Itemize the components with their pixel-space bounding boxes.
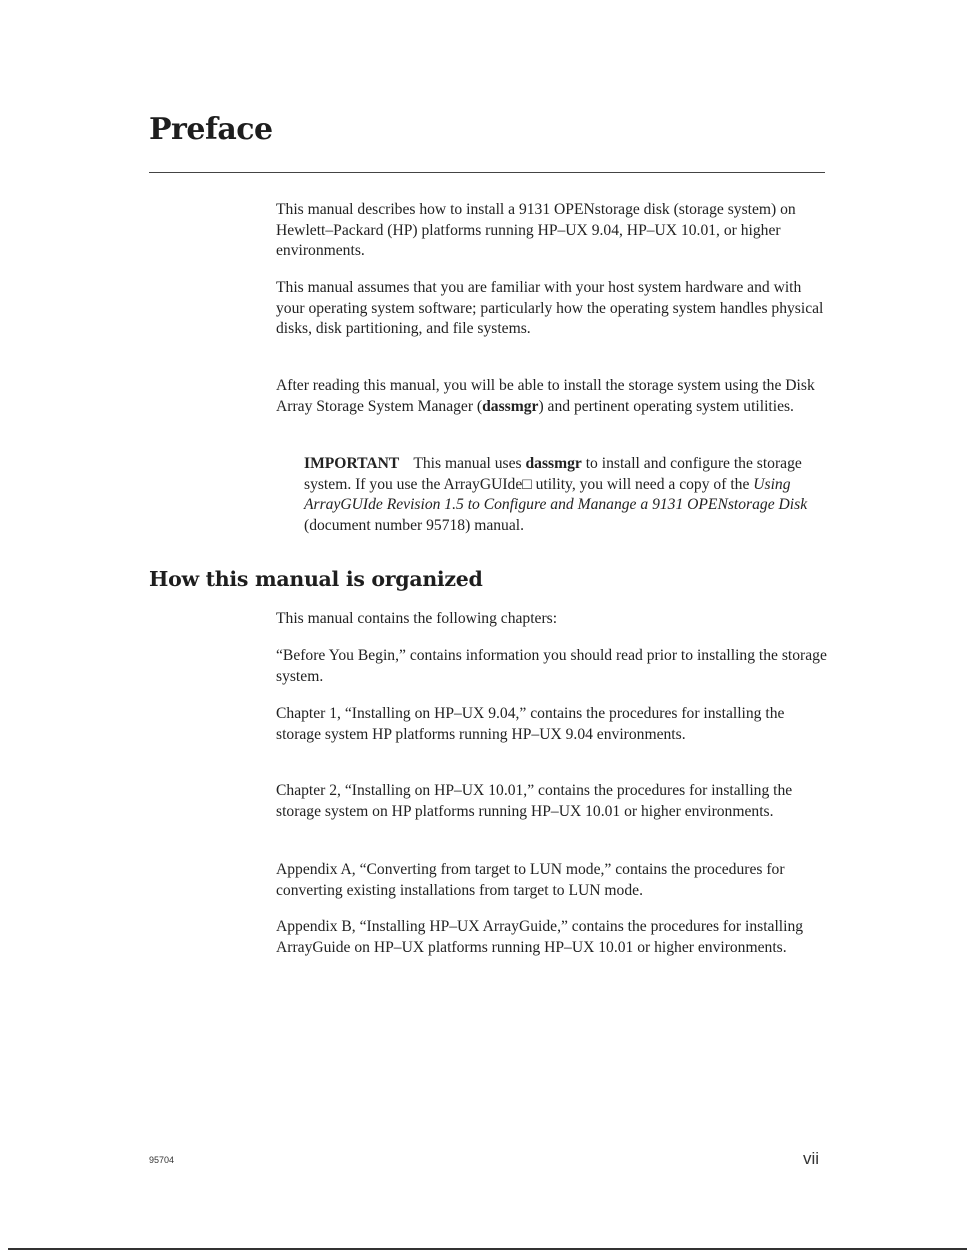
paragraph-text: “Before You Begin,” contains information you should read prior to installing the storage system. [276,647,827,685]
bottom-divider [8,1248,967,1250]
chapter-description [276,781,828,822]
paragraph-text: Chapter 2, “Installing on HP–UX 10.01,” contains the procedures for installing the storage system on HP platforms running HP–UX 10.01 or higher environments. [276,782,793,820]
paragraph-text: Chapter 1, “Installing on HP–UX 9.04,” contains the procedures for installing the storage system HP platforms running HP–UX 9.04 environments. [276,705,785,743]
intro-paragraph-2 [276,278,828,340]
paragraph-text: Appendix A, “Converting from target to LUN mode,” contains the procedures for converting existing installations from target to LUN mode. [276,861,785,899]
paragraph-text: This manual describes how to install a 9131 OPENstorage disk (storage system) on Hewlett–Packard (HP) platforms running HP–UX 9.04, HP–UX 10.01, or higher environments. [276,201,796,260]
paragraph-text: Appendix B, “Installing HP–UX ArrayGuide,” contains the procedures for installing ArrayGuide on HP–UX platforms running HP–UX 10.01 or higher environments. [276,918,804,956]
page-number: vii [803,1149,820,1168]
note-text [304,454,830,536]
text-run: After reading this manual, you will be able to install the storage system using the Disk Array Storage System Manager ( [276,377,815,415]
paragraph-text [276,376,828,417]
command-name: dassmgr [525,455,582,472]
document-title: Using ArrayGUIde Revision 1.5 to Configure and Manange a 9131 OPENstorage Disk [304,475,808,514]
section-heading: How this manual is organized [149,567,483,591]
text-run: This manual uses [413,455,526,472]
intro-paragraph-1 [276,200,828,262]
chapters-intro [276,609,828,630]
chapter-description [276,860,828,901]
chapter-description [276,917,828,958]
chapter-description [276,704,828,745]
chapter-description [276,646,828,687]
text-run: (document number 95718) manual. [304,516,524,534]
paragraph-text: This manual contains the following chapters: [276,610,558,627]
text-run: ) and pertinent operating system utilities. [538,397,794,415]
command-name: dassmgr [482,397,539,415]
important-label: IMPORTANT [304,455,400,472]
page-title: Preface [149,112,273,147]
important-note [304,454,830,536]
text-run: to install and configure the storage system. If you use the ArrayGUIde□ utility, you will need a copy of the [304,455,802,493]
document-number: 95704 [149,1155,175,1165]
after-reading-paragraph [276,376,828,417]
title-divider [149,172,825,173]
paragraph-text: This manual assumes that you are familiar with your host system hardware and with your operating system software; particularly how the operating system handles physical disks, disk partitioning, and file systems. [276,279,824,338]
